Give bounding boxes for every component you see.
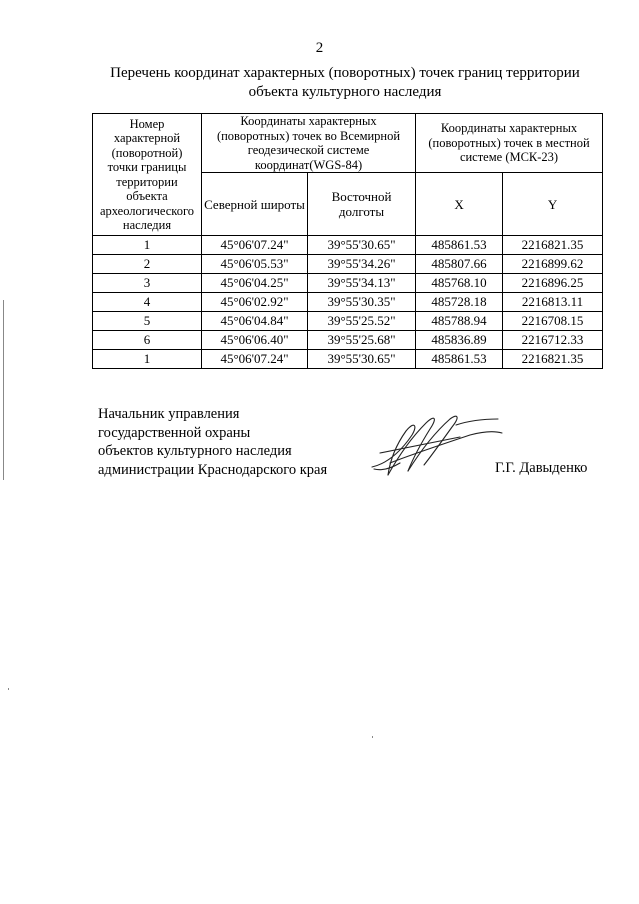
- cell-latitude: 45°06'06.40": [202, 331, 308, 350]
- cell-longitude: 39°55'34.26": [308, 255, 416, 274]
- cell-x: 485861.53: [416, 236, 503, 255]
- cell-latitude: 45°06'07.24": [202, 350, 308, 369]
- cell-longitude: 39°55'30.35": [308, 293, 416, 312]
- cell-latitude: 45°06'04.84": [202, 312, 308, 331]
- handwritten-signature: [360, 405, 505, 485]
- cell-y: 2216896.25: [503, 274, 603, 293]
- header-point-number: Номер характерной (поворотной) точки границы территории объекта археологического наследия: [93, 114, 202, 236]
- header-longitude: Восточной долготы: [308, 173, 416, 236]
- margin-mark: [8, 688, 9, 690]
- cell-point-number: 2: [93, 255, 202, 274]
- cell-y: 2216821.35: [503, 236, 603, 255]
- cell-y: 2216813.11: [503, 293, 603, 312]
- signatory-line-3: объектов культурного наследия: [98, 443, 292, 459]
- margin-mark: [3, 300, 4, 480]
- signatory-position: [98, 405, 327, 479]
- cell-point-number: 1: [93, 350, 202, 369]
- coordinates-table: [92, 113, 603, 369]
- cell-x: 485807.66: [416, 255, 503, 274]
- cell-longitude: 39°55'25.52": [308, 312, 416, 331]
- cell-point-number: 6: [93, 331, 202, 350]
- cell-longitude: 39°55'30.65": [308, 236, 416, 255]
- margin-mark: [372, 736, 373, 738]
- cell-x: 485861.53: [416, 350, 503, 369]
- header-y: Y: [503, 173, 603, 236]
- cell-longitude: 39°55'25.68": [308, 331, 416, 350]
- cell-point-number: 4: [93, 293, 202, 312]
- signatory-line-1: Начальник управления: [98, 406, 240, 422]
- header-local-coordinates: Координаты характерных (поворотных) точек в местной системе (МСК-23): [416, 114, 603, 173]
- cell-y: 2216712.33: [503, 331, 603, 350]
- signatory-line-2: государственной охраны: [98, 424, 251, 441]
- cell-latitude: 45°06'07.24": [202, 236, 308, 255]
- page-number: 2: [315, 40, 324, 56]
- table-row: [93, 236, 603, 255]
- cell-longitude: 39°55'30.65": [308, 350, 416, 369]
- cell-y: 2216899.62: [503, 255, 603, 274]
- title-line-1: Перечень координат характерных (поворотных) точек границ территории: [110, 65, 580, 81]
- table-row: [93, 312, 603, 331]
- document-title: [60, 64, 630, 102]
- table-row: [93, 293, 603, 312]
- cell-y: 2216821.35: [503, 350, 603, 369]
- cell-point-number: 1: [93, 236, 202, 255]
- cell-x: 485728.18: [416, 293, 503, 312]
- title-line-2: объекта культурного наследия: [248, 84, 442, 100]
- table-row: [93, 255, 603, 274]
- header-wgs-coordinates: Координаты характерных (поворотных) точек во Всемирной геодезической системе координат(WGS-84): [202, 114, 416, 173]
- cell-point-number: 5: [93, 312, 202, 331]
- cell-x: 485788.94: [416, 312, 503, 331]
- table-row: [93, 350, 603, 369]
- cell-latitude: 45°06'04.25": [202, 274, 308, 293]
- cell-point-number: 3: [93, 274, 202, 293]
- header-x: X: [416, 173, 503, 236]
- cell-latitude: 45°06'05.53": [202, 255, 308, 274]
- header-latitude: Северной широты: [202, 173, 308, 236]
- cell-latitude: 45°06'02.92": [202, 293, 308, 312]
- signer-name: Г.Г. Давыденко: [495, 460, 588, 476]
- cell-y: 2216708.15: [503, 312, 603, 331]
- table-row: [93, 331, 603, 350]
- cell-longitude: 39°55'34.13": [308, 274, 416, 293]
- table-row: [93, 274, 603, 293]
- cell-x: 485768.10: [416, 274, 503, 293]
- cell-x: 485836.89: [416, 331, 503, 350]
- signatory-line-4: администрации Краснодарского края: [98, 461, 328, 478]
